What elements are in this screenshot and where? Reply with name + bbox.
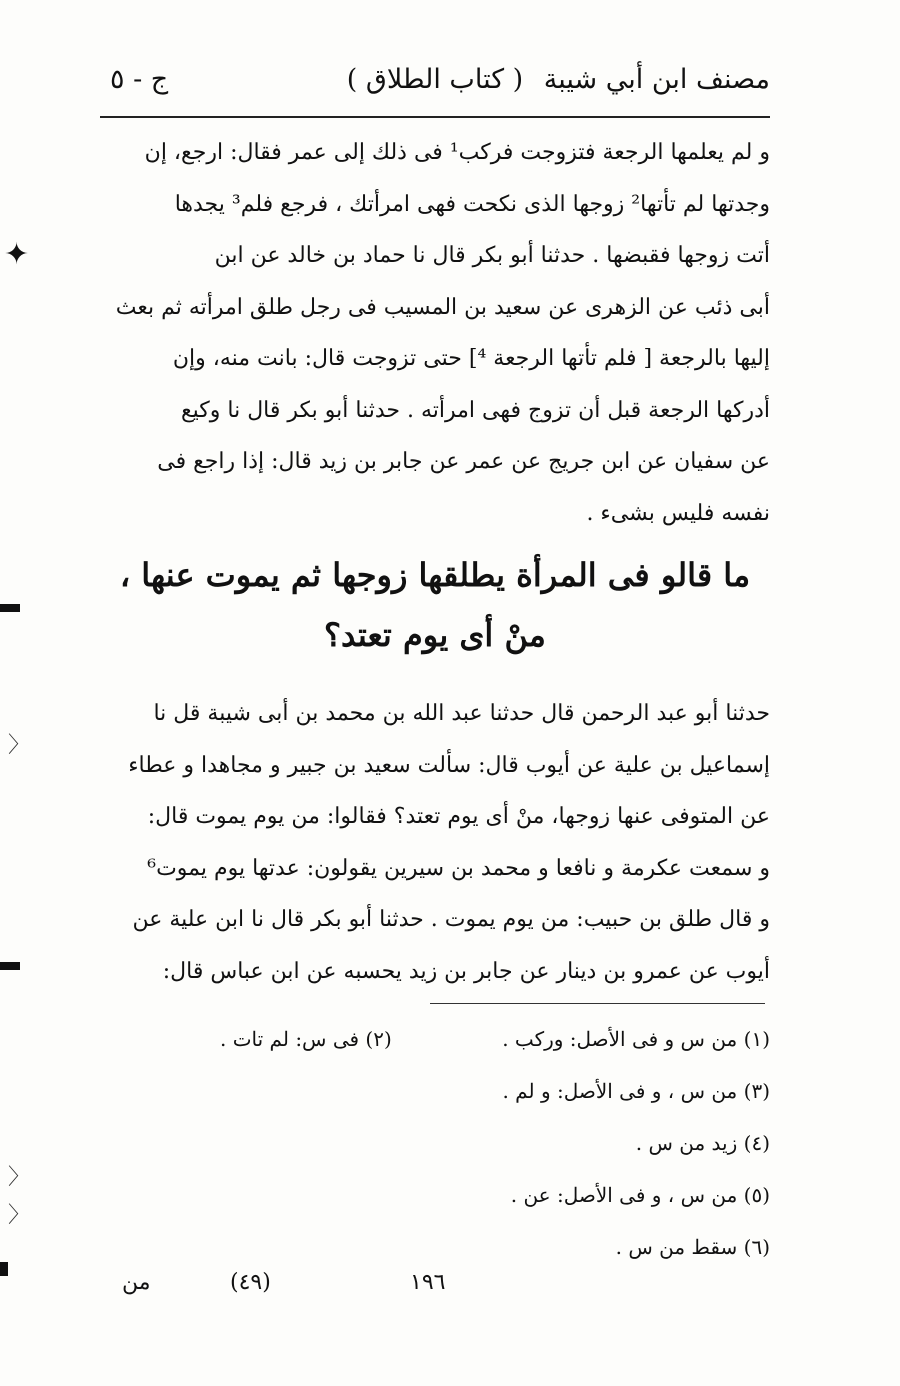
text-line: إليها بالرجعة [ فلم تأتها الرجعة ⁴] حتى تزوجت قال: بانت منه، وإن <box>172 346 770 371</box>
footnote-5: (٥) من س ، و فى الأصل: عن . <box>510 1183 770 1207</box>
margin-tick-mark: 〉 <box>8 1165 31 1190</box>
chapter-title: ( كتاب الطلاق ) <box>346 64 524 95</box>
text-line: نفسه فليس بشىء . <box>586 500 770 526</box>
margin-mark <box>0 962 20 970</box>
volume-number: ج - ٥ <box>110 64 169 95</box>
paragraph-2 <box>100 688 770 997</box>
footnote-3: (٣) من س ، و فى الأصل: و لم . <box>502 1079 770 1103</box>
page-number: ١٩٦ <box>410 1270 446 1295</box>
heading-line: منْ أى يوم تعتد؟ <box>324 616 546 654</box>
text-line: وجدتها لم تأتها² زوجها الذى نكحت فهى امرأتك ، فرجع فلم³ يجدها <box>174 191 770 217</box>
signature-mark: (٤٩) <box>230 1270 271 1295</box>
heading-line: ما قالو فى المرأة يطلقها زوجها ثم يموت عنها ، <box>119 556 751 594</box>
text-line: عن سفيان عن ابن جريج عن عمر عن جابر بن زيد قال: إذا راجع فى <box>157 449 770 474</box>
text-line: و قال طلق بن حبيب: من يوم يموت . حدثنا أبو بكر قال نا ابن علية عن <box>132 907 770 932</box>
text-line: عن المتوفى عنها زوجها، منْ أى يوم تعتد؟ فقالوا: من يوم يموت قال: <box>147 804 770 829</box>
footnote-row <box>100 1013 770 1065</box>
text-line: أيوب عن عمرو بن دينار عن جابر بن زيد يحسبه عن ابن عباس قال: <box>162 958 770 984</box>
footnote-rule <box>430 1003 765 1004</box>
book-title: مصنف ابن أبي شيبة <box>543 64 770 95</box>
footnotes <box>100 1013 770 1273</box>
text-line: إسماعيل بن علية عن أيوب قال: سألت سعيد بن جبير و مجاهدا و عطاء <box>128 752 770 778</box>
text-line: أبى ذئب عن الزهرى عن سعيد بن المسيب فى رجل طلق امرأته ثم بعث <box>115 294 770 320</box>
catchword: من <box>122 1270 151 1295</box>
page-header <box>100 60 770 110</box>
text-line: و لم يعلمها الرجعة فتزوجت فركب¹ فى ذلك إلى عمر فقال: ارجع، إن <box>144 140 770 165</box>
text-line: أدركها الرجعة قبل أن تزوج فهى امرأته . حدثنا أبو بكر قال نا وكيع <box>180 397 770 423</box>
text-line: و سمعت عكرمة و نافعا و محمد بن سيرين يقولون: عدتها يوم يموت⁶ <box>147 855 770 881</box>
margin-mark <box>0 1262 8 1276</box>
paragraph-1 <box>100 127 770 539</box>
header-rule <box>100 116 770 118</box>
margin-tick-mark: 〉 <box>8 733 31 758</box>
page-footer <box>100 1270 770 1310</box>
footnote-2: (٢) فى س: لم تات . <box>220 1027 392 1051</box>
text-line: أتت زوجها فقبضها . حدثنا أبو بكر قال نا حماد بن خالد عن ابن <box>214 243 770 268</box>
footnote-1: (١) من س و فى الأصل: وركب . <box>502 1027 770 1051</box>
footnote-4: (٤) زيد من س . <box>635 1131 770 1155</box>
text-line: حدثنا أبو عبد الرحمن قال حدثنا عبد الله بن محمد بن أبى شيبة قل نا <box>153 701 770 726</box>
section-heading <box>100 545 770 665</box>
margin-star-mark: ✦ <box>4 237 30 272</box>
margin-tick-mark: 〉 <box>8 1203 31 1228</box>
footnote-6: (٦) سقط من س . <box>615 1235 770 1259</box>
margin-mark <box>0 604 20 612</box>
